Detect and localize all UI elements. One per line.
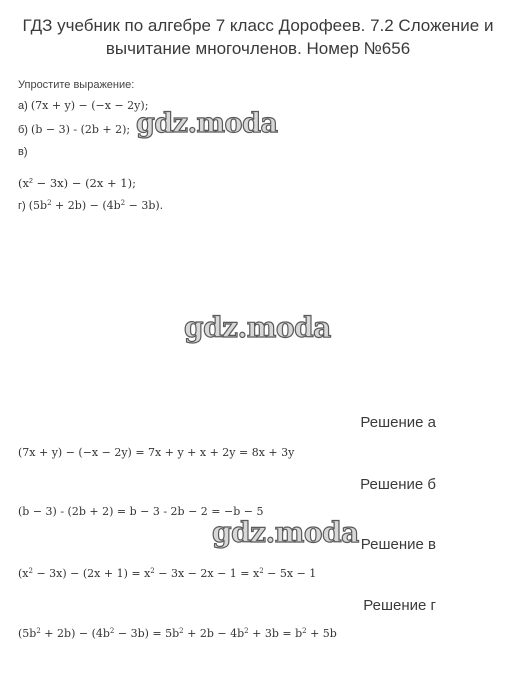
solution-b-text: (b − 3) - (2b + 2) = b − 3 - 2b − 2 = −b − 5 [18, 505, 264, 518]
page-title [0, 14, 516, 60]
task-v-label: в) [18, 146, 28, 158]
solution-a-text: (7x + y) − (−x − 2y) = 7x + y + x + 2y = 8x + 3y [18, 446, 295, 459]
solution-v-heading: Решение в [360, 536, 436, 553]
task-a-expression: (7x + y) − (−x − 2y); [30, 99, 149, 112]
solution-v-text: $(x^2 - 3x) - (2x + 1) = x^2 - 3x - 2x - 1 = x^2 - 5x - 1$ [18, 567, 317, 580]
title-line-2: вычитание многочленов. Номер №656 [105, 39, 411, 58]
task-item-b [18, 123, 130, 136]
watermark-top: gdz.moda [136, 108, 278, 139]
task-v-expression: $(x^2 - 3x) - (2x + 1)$; [18, 176, 136, 190]
solution-g-heading: Решение г [363, 597, 436, 614]
task-a-label: а) [18, 100, 28, 112]
task-g-expression: $(5b^2 + 2b) - (4b^2 - 3b)$. [28, 199, 164, 212]
task-b-expression: (b − 3) - (2b + 2); [31, 123, 131, 136]
watermark-bottom: gdz.moda [212, 516, 359, 549]
task-item-a [18, 99, 148, 112]
solution-b-heading: Решение б [360, 476, 436, 493]
solution-g-text: $(5b^2 + 2b) - (4b^2 - 3b) = 5b^2 + 2b - 4b^2 + 3b = b^2 + 5b$ [18, 627, 337, 640]
solution-a-heading: Решение а [360, 414, 436, 431]
task-prompt: Упростите выражение: [18, 79, 135, 91]
task-b-label: б) [18, 124, 28, 136]
task-item-g [18, 199, 163, 212]
watermark-middle: gdz.moda [184, 311, 331, 344]
task-g-label: г) [18, 200, 26, 212]
title-line-1: ГДЗ учебник по алгебре 7 класс Дорофеев. 7.2 Сложение и [22, 16, 494, 35]
